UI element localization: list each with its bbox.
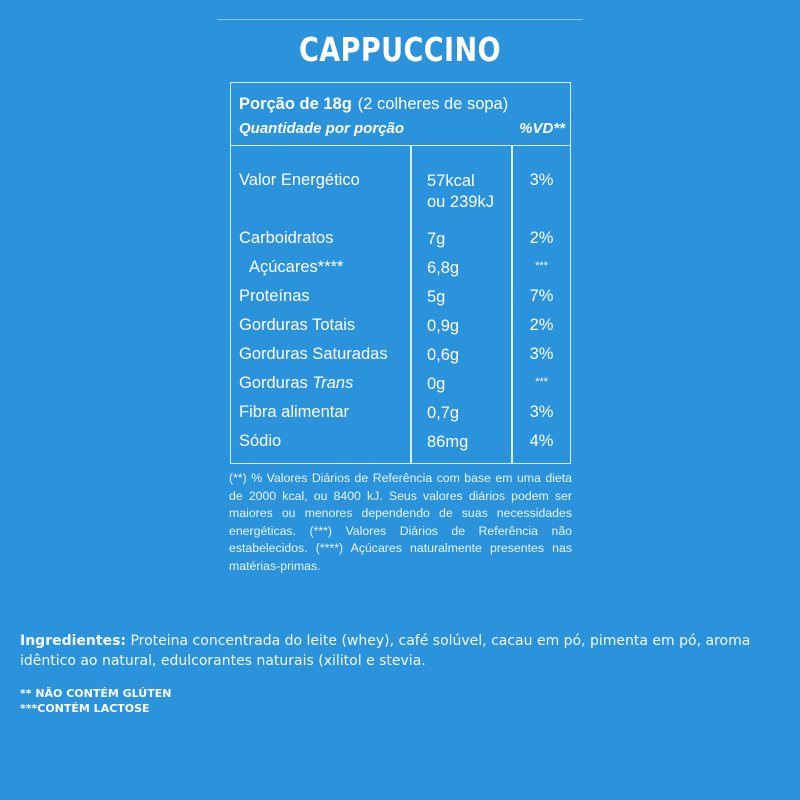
nutrient-amount: 5g bbox=[427, 288, 446, 306]
vd-header: %VD** bbox=[519, 120, 565, 137]
nutrient-name: Açúcares**** bbox=[249, 258, 344, 276]
nutrient-name: Gorduras Totais bbox=[239, 316, 356, 334]
gluten-free-flag: ** NÃO CONTÉM GLÚTEN bbox=[20, 687, 172, 700]
nutrition-table-header bbox=[231, 83, 570, 146]
footnote: (**) % Valores Diários de Referência com base em uma dieta de 2000 kcal, ou 8400 kJ. Seus valores diários podem ser maiores ou menores dependendo de suas necessidades energéticas. (***) Valores Diários de Referência não estabelecidos. (****) Açúcares naturalmente presentes nas matérias-primas. bbox=[229, 471, 572, 573]
amount-kcal: 57kcal bbox=[427, 172, 475, 190]
product-title: CAPPUCCINO bbox=[299, 30, 501, 69]
nutrient-vd: *** bbox=[535, 376, 548, 388]
nutrient-vd: 2% bbox=[529, 316, 554, 334]
nutrient-amount: 0,6g bbox=[427, 346, 460, 364]
allergen-flags bbox=[20, 686, 171, 716]
portion-size bbox=[239, 95, 508, 114]
nutrient-vd: 3% bbox=[529, 345, 554, 363]
nutrient-amount: 7g bbox=[427, 230, 446, 248]
nutrition-table bbox=[230, 82, 571, 464]
top-divider bbox=[217, 19, 583, 20]
nutrient-amount: 0,7g bbox=[427, 404, 460, 422]
lactose-flag: ***CONTÉM LACTOSE bbox=[20, 702, 150, 715]
nutrient-amount: 0,9g bbox=[427, 317, 460, 335]
nutrient-amount bbox=[427, 171, 494, 213]
nutrient-name: Fibra alimentar bbox=[239, 403, 350, 421]
nutrient-vd: 7% bbox=[529, 287, 554, 305]
nutrient-vd: 2% bbox=[529, 229, 554, 247]
column-divider bbox=[410, 146, 412, 463]
nutrient-name: Sódio bbox=[239, 432, 282, 450]
nutrient-name: Gorduras Saturadas bbox=[239, 345, 388, 363]
name-prefix: Gorduras bbox=[239, 374, 308, 392]
ingredients-label: Ingredientes: bbox=[20, 633, 126, 649]
nutrient-name: Carboidratos bbox=[239, 229, 334, 247]
nutrient-vd: 4% bbox=[529, 432, 554, 450]
amount-kj: ou 239kJ bbox=[427, 193, 494, 211]
portion-note: (2 colheres de sopa) bbox=[357, 95, 509, 113]
nutrient-vd: 3% bbox=[529, 403, 554, 421]
nutrient-vd: 3% bbox=[529, 171, 554, 189]
quantity-header: Quantidade por porção bbox=[239, 120, 405, 137]
nutrient-amount: 0g bbox=[427, 375, 446, 393]
nutrient-vd: *** bbox=[535, 260, 548, 272]
nutrient-name: Proteínas bbox=[239, 287, 310, 305]
portion-label: Porção de 18g bbox=[239, 95, 352, 113]
nutrient-name: Valor Energético bbox=[239, 171, 360, 189]
nutrient-amount: 86mg bbox=[427, 433, 469, 451]
nutrient-name bbox=[239, 374, 353, 393]
ingredients bbox=[20, 631, 790, 671]
nutrient-amount: 6,8g bbox=[427, 259, 460, 277]
ingredients-text: Proteina concentrada do leite (whey), café solúvel, cacau em pó, pimenta em pó, aroma idêntico ao natural, edulcorantes naturais (xilitol e stevia. bbox=[20, 633, 751, 669]
name-italic: Trans bbox=[312, 374, 354, 392]
